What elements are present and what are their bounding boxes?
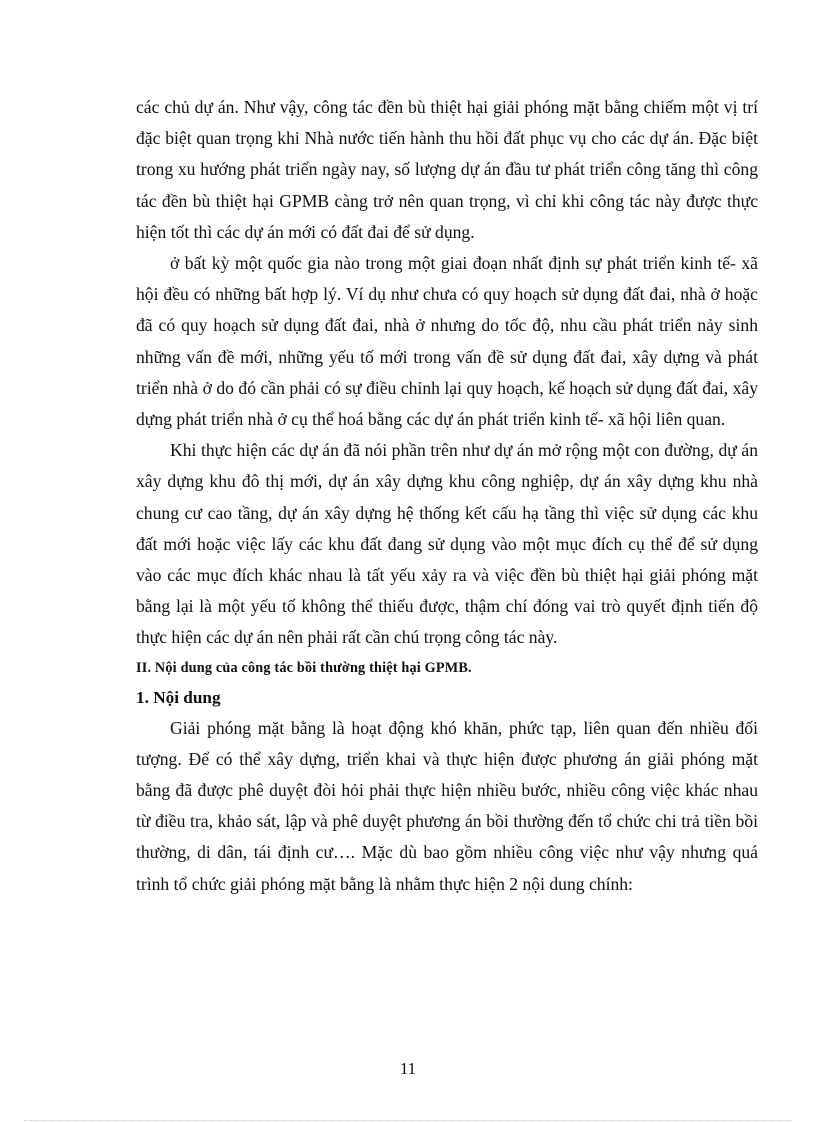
section-heading: II. Nội dung của công tác bồi thường thiệt hại GPMB. (136, 659, 472, 676)
page-number: 11 (399, 1059, 417, 1078)
sub-heading: 1. Nội dung (136, 687, 221, 707)
paragraph-4: Giải phóng mặt bằng là hoạt động khó khăn, phức tạp, liên quan đến nhiều đối tượng. Để có thể xây dựng, triển khai và thực hiện được phương án giải phóng mặt bằng đã được phê duyệt đòi hỏi phải thực hiện nhiều bước, nhiều công việc khác nhau từ điều tra, khảo sát, lập và phê duyệt phương án bồi thường đến tổ chức chi trả tiền bồi thường, di dân, tái định cư…. Mặc dù bao gồm nhiều công việc như vậy nhưng quá trình tổ chức giải phóng mặt bằng là nhằm thực hiện 2 nội dung chính: (136, 717, 758, 894)
paragraph-3: Khi thực hiện các dự án đã nói phần trên như dự án mở rộng một con đường, dự án xây dựng khu đô thị mới, dự án xây dựng khu công nghiệp, dự án xây dựng khu nhà chung cư cao tầng, dự án xây dựng hệ thống kết cấu hạ tầng thì việc sử dụng các khu đất mới hoặc việc lấy các khu đất đang sử dụng vào một mục đích cụ thể để sử dụng vào các mục đích khác nhau là tất yếu xảy ra và việc đền bù thiệt hại giải phóng mặt bằng lại là một yếu tố không thể thiếu được, thậm chí đóng vai trò quyết định tiến độ thực hiện các dự án nên phải rất cần chú trọng công tác này. (136, 440, 758, 648)
paragraph-2: ở bất kỳ một quốc gia nào trong một giai đoạn nhất định sự phát triển kinh tế- xã hội đều có những bất hợp lý. Ví dụ như chưa có quy hoạch sử dụng đất đai, nhà ở hoặc đã có quy hoạch sử dụng đất đai, nhà ở nhưng do tốc độ, nhu cầu phát triển nảy sinh những vấn đề mới, những yếu tố mới trong vấn đề sử dụng đất đai, xây dựng và phát triển nhà ở do đó cần phải có sự điều chỉnh lại quy hoạch, kế hoạch sử dụng đất đai, xây dựng phát triển nhà ở cụ thể hoá bằng các dự án phát triển kinh tế- xã hội liên quan. (136, 253, 758, 430)
paragraph-1: các chủ dự án. Như vậy, công tác đền bù thiệt hại giải phóng mặt bằng chiếm một vị trí đặc biệt quan trọng khi Nhà nước tiến hành thu hồi đất phục vụ cho các dự án. Đặc biệt trong xu hướng phát triển ngày nay, số lượng dự án đầu tư phát triển công tăng thì công tác đền bù thiệt hại GPMB càng trở nên quan trọng, vì chỉ khi công tác này được thực hiện tốt thì các dự án mới có đất đai để sử dụng. (136, 97, 758, 242)
page-bottom-rule (24, 1120, 792, 1121)
page-body (136, 92, 758, 900)
